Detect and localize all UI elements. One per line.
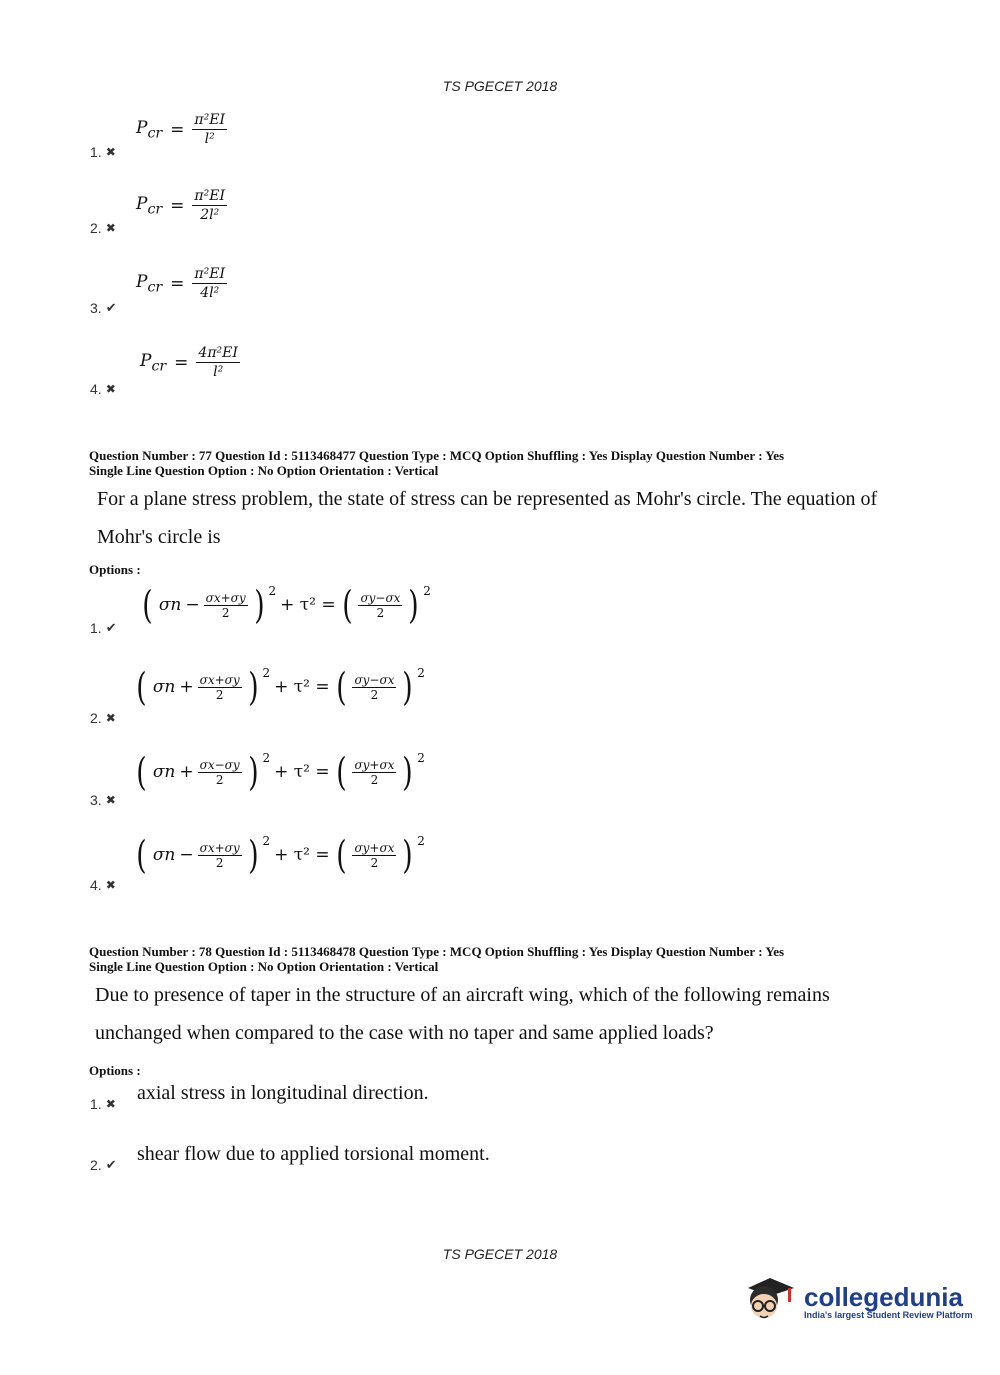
option-4: 4. ✖ bbox=[90, 381, 116, 397]
q77-text: For a plane stress problem, the state of stress can be represented as Mohr's circle. The equation of Mohr's circle is bbox=[97, 488, 878, 548]
q78-meta: Question Number : 78 Question Id : 5113468478 Question Type : MCQ Option Shuffling : Yes Display Question Number : Yes Single Line Question Option : No Option Orientation : Vertical bbox=[89, 944, 785, 974]
mohr-equation-1: ( σn − $\frac{\sigma x+\sigma y}{2}$ ) 2 + τ² = ( $\frac{\sigma y-\sigma x}{2}$ ) 2 bbox=[142, 583, 431, 627]
formula-3: $P_{cr}$ = $\frac{\text{π²EI}}{\text{4l²}}$ bbox=[136, 266, 225, 301]
mohr-equation-2: ( σn + $\frac{\sigma x+\sigma y}{2}$ ) 2 + τ² = ( $\frac{\sigma y-\sigma x}{2}$ ) 2 bbox=[136, 665, 425, 709]
formula-1: $P_{cr}$ = $\frac{\text{π²EI}}{\text{l²}}$ bbox=[136, 112, 225, 147]
cross-icon: ✖ bbox=[105, 878, 116, 892]
cross-icon: ✖ bbox=[105, 1097, 116, 1111]
cross-icon: ✖ bbox=[105, 382, 116, 396]
formula-2: $P_{cr}$ = $\frac{\text{π²EI}}{\text{2l²}}$ bbox=[136, 188, 225, 223]
q78-text: Due to presence of taper in the structure of an aircraft wing, which of the following remains unchanged when compared to the case with no taper and same applied loads? bbox=[95, 984, 830, 1044]
q77-meta: Question Number : 77 Question Id : 5113468477 Question Type : MCQ Option Shuffling : Yes Display Question Number : Yes Single Line Question Option : No Option Orientation : Vertical bbox=[89, 448, 785, 478]
q78-option-1-text: axial stress in longitudinal direction. bbox=[137, 1082, 429, 1104]
check-icon: ✔ bbox=[105, 1157, 117, 1172]
mohr-equation-4: ( σn − $\frac{\sigma x+\sigma y}{2}$ ) 2 + τ² = ( $\frac{\sigma y+\sigma x}{2}$ ) 2 bbox=[136, 833, 425, 877]
q77-option-4: 4. ✖ bbox=[90, 877, 116, 893]
logo-tagline: India's largest Student Review Platform bbox=[804, 1310, 973, 1320]
option-1: 1. ✖ bbox=[90, 144, 116, 160]
q78-option-2-text: shear flow due to applied torsional moment. bbox=[137, 1143, 490, 1165]
q77-option-1: 1. ✔ bbox=[90, 620, 117, 636]
q78-options-label: Options : bbox=[89, 1063, 141, 1078]
q77-option-2: 2. ✖ bbox=[90, 710, 116, 726]
cross-icon: ✖ bbox=[105, 711, 116, 725]
q77-options-label: Options : bbox=[89, 562, 141, 577]
q78-option-1: 1. ✖ bbox=[90, 1096, 116, 1112]
check-icon: ✔ bbox=[105, 300, 117, 315]
page-header: TS PGECET 2018 bbox=[442, 78, 558, 94]
option-2: 2. ✖ bbox=[90, 220, 116, 236]
logo-wordmark: collegedunia bbox=[804, 1282, 963, 1312]
q78-option-2: 2. ✔ bbox=[90, 1157, 117, 1173]
collegedunia-logo bbox=[742, 1270, 973, 1334]
check-icon: ✔ bbox=[105, 620, 117, 635]
option-3: 3. ✔ bbox=[90, 300, 117, 316]
q77-option-3: 3. ✖ bbox=[90, 792, 116, 808]
cross-icon: ✖ bbox=[105, 221, 116, 235]
mascot-icon bbox=[742, 1270, 798, 1334]
mohr-equation-3: ( σn + $\frac{\sigma x-\sigma y}{2}$ ) 2 + τ² = ( $\frac{\sigma y+\sigma x}{2}$ ) 2 bbox=[136, 750, 425, 794]
formula-4: $P_{cr}$ = $\frac{\text{4π²EI}}{\text{l²}}$ bbox=[140, 345, 238, 380]
cross-icon: ✖ bbox=[105, 793, 116, 807]
cross-icon: ✖ bbox=[105, 145, 116, 159]
page-footer: TS PGECET 2018 bbox=[442, 1246, 558, 1262]
